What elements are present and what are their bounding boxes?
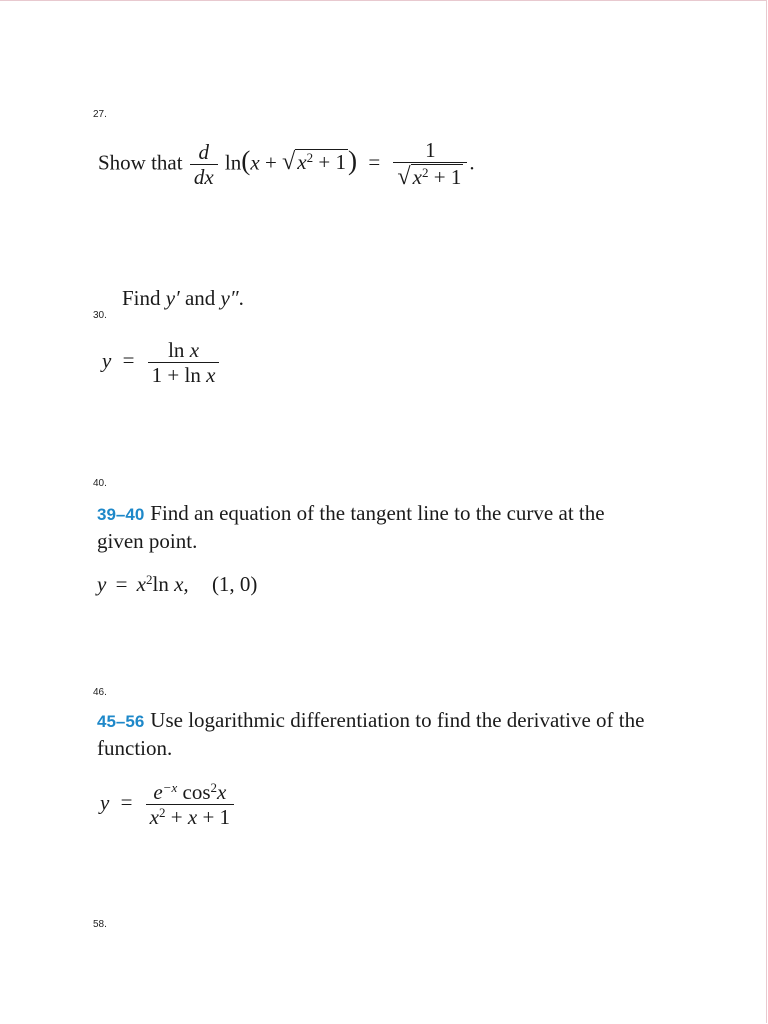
problem-number-27: 27. (93, 109, 107, 120)
problem-30-heading: Find y′ and y″. (122, 286, 244, 310)
rhs-fraction: $\frac{1}{√x^2 + 1}$ (393, 138, 467, 191)
exercise-range-label: 39–40 (97, 505, 145, 524)
problem-40-instruction: 39–40 Find an equation of the tangent line to the curve at the given point. (97, 501, 605, 553)
problem-30-fraction: $\frac{\text{ln x}}{\text{1 + ln x}}$ (148, 338, 220, 387)
show-that-text: Show that (98, 150, 183, 175)
ln-text: ln (224, 150, 242, 175)
exercise-range-label: 45–56 (97, 712, 145, 731)
problem-number-46: 46. (93, 687, 107, 698)
problem-27-statement: Show that $\frac{d}{dx}$ $\ln(x + √x^2 + 1)$ = $\frac{1}{√x^2 + 1}$ . (98, 138, 475, 191)
problem-number-30: 30. (93, 310, 107, 321)
problem-46-instruction: 45–56 Use logarithmic differentiation to find the derivative of the function. (97, 708, 645, 760)
problem-number-58: 58. (93, 919, 107, 930)
problem-number-40: 40. (93, 478, 107, 489)
problem-40-equation: $y = x^2\ln$ x, (1, 0) (97, 571, 258, 596)
problem-46-fraction: $\frac{e^{-x} \cos^2x}{x^2 + x + 1}$ (146, 780, 234, 829)
problem-46-equation: y = $\frac{e^{-x} \cos^2x}{x^2 + x + 1}$ (100, 780, 236, 829)
sqrt-expression: $√x^2 + 1$ (282, 148, 346, 176)
problem-30-equation: y = $\frac{\text{ln x}}{\text{1 + ln x}}$ (102, 338, 221, 387)
derivative-operator: $\frac{d}{dx}$ (190, 140, 218, 189)
